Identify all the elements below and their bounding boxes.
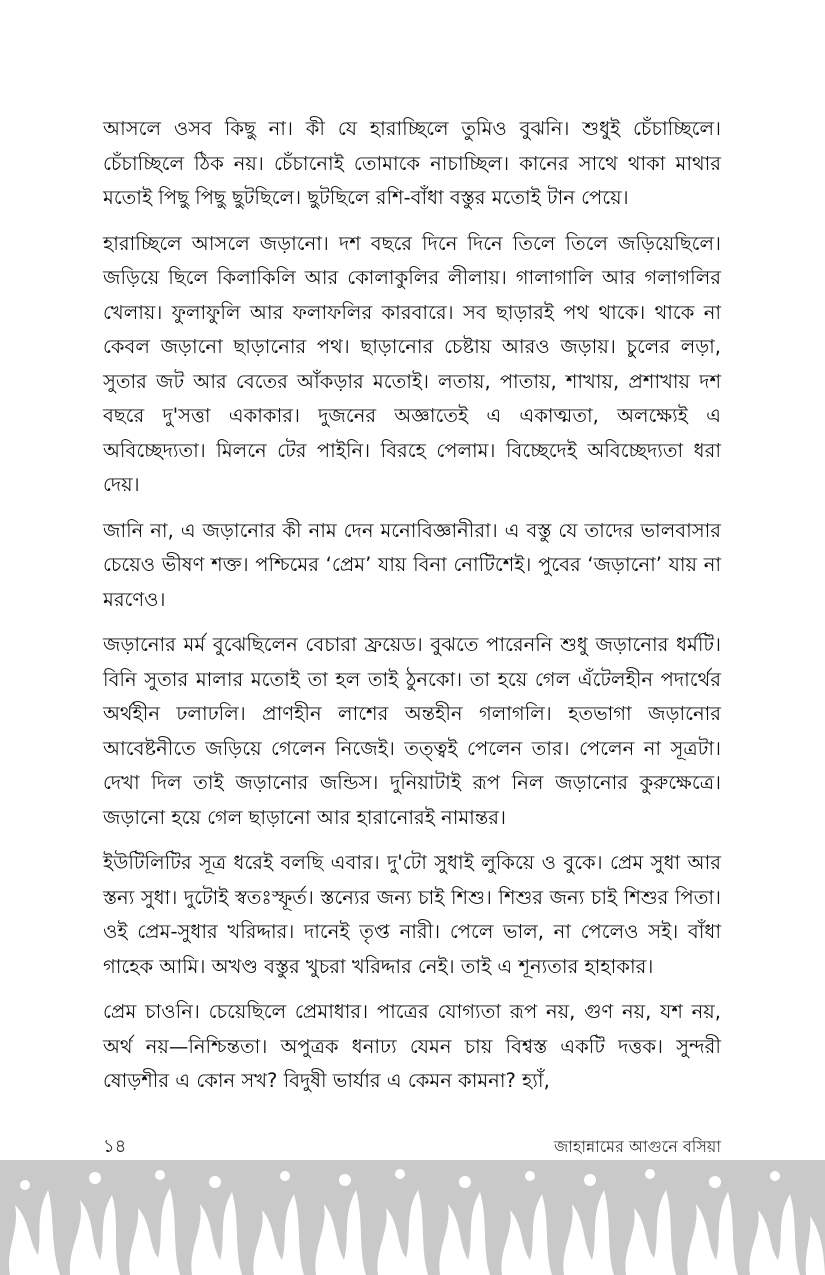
running-book-title: জাহান্নামের আগুনে বসিয়া <box>553 1137 721 1156</box>
page-number: ১৪ <box>103 1136 127 1157</box>
paragraph: আসলে ওসব কিছু না। কী যে হারাচ্ছিলে তুমিও বুঝনি। শুধুই চেঁচাচ্ছিলে। চেঁচাচ্ছিলে ঠিক নয়। চেঁচানোই তোমাকে নাচাচ্ছিল। কানের সাথে থাকা মাথার মতোই পিছু পিছু ছুটছিলে। ছুটছিলে রশি-বাঁধা বস্তুর মতোই টান পেয়ে। <box>103 117 721 209</box>
paragraph: প্রেম চাওনি। চেয়েছিলে প্রেমাধার। পাত্রের যোগ্যতা রূপ নয়, গুণ নয়, যশ নয়, অর্থ নয়—নিশ্চিন্ততা। অপুত্রক ধনাঢ্য যেমন চায় বিশ্বস্ত একটি দত্তক। সুন্দরী ষোড়শীর এ কোন সখ? বিদুষী ভার্যার এ কেমন কামনা? হ্যাঁ, <box>103 1000 721 1092</box>
paragraph: জড়ানোর মর্ম বুঝেছিলেন বেচারা ফ্রয়েড। বুঝতে পারেননি শুধু জড়ানোর ধর্মটি। বিনি সুতার মালার মতোই তা হল তাই ঠুনকো। তা হয়ে গেল এঁটেলহীন পদার্থের অর্থহীন ঢলাঢলি। প্রাণহীন লাশের অন্তহীন গলাগলি। হতভাগা জড়ানোর আবেষ্টনীতে জড়িয়ে গেলেন নিজেই। তত্ত্বই পেলেন তার। পেলেন না সূত্রটা। দেখা দিল তাই জড়ানোর জন্ডিস। দুনিয়াটাই রূপ নিল জড়ানোর কুরুক্ষেত্রে। জড়ানো হয়ে গেল ছাড়ানো আর হারানোরই নামান্তর। <box>103 633 721 829</box>
paragraph: ইউটিলিটির সূত্র ধরেই বলছি এবার। দু'টো সুধাই লুকিয়ে ও বুকে। প্রেম সুধা আর স্তন্য সুধা। দুটোই স্বতঃস্ফূর্ত। স্তন্যের জন্য চাই শিশু। শিশুর জন্য চাই শিশুর পিতা। ওই প্রেম-সুধার খরিদ্দার। দানেই তৃপ্ত নারী। পেলে ভাল, না পেলেও সই। বাঁধা গাহেক আমি। অখণ্ড বস্তুর খুচরা খরিদ্দার নেই। তাই এ শূন্যতার হাহাকার। <box>103 851 721 978</box>
page-body <box>103 112 721 1110</box>
page-footer <box>103 1132 721 1158</box>
flame-ornament-band <box>0 1160 825 1275</box>
paragraph: জানি না, এ জড়ানোর কী নাম দেন মনোবিজ্ঞানীরা। এ বস্তু যে তাদের ভালবাসার চেয়েও ভীষণ শক্ত। পশ্চিমের ‘প্রেম’ যায় বিনা নোটিশেই। পুবের ‘জড়ানো’ যায় না মরণেও। <box>103 518 721 611</box>
paragraph: হারাচ্ছিলে আসলে জড়ানো। দশ বছরে দিনে দিনে তিলে তিলে জড়িয়েছিলে। জড়িয়ে ছিলে কিলাকিলি আর কোলাকুলির লীলায়। গালাগালি আর গলাগলির খেলায়। ফুলাফুলি আর ফলাফলির কারবারে। সব ছাড়ারই পথ থাকে। থাকে না কেবল জড়ানো ছাড়ানোর পথ। ছাড়ানোর চেষ্টায় আরও জড়ায়। চুলের লড়া, সুতার জট আর বেতের আঁকড়ার মতোই। লতায়, পাতায়, শাখায়, প্রশাখায় দশ বছরে দু'সত্তা একাকার। দুজনের অজ্ঞাতেই এ একাত্মতা, অলক্ষ্যেই এ অবিচ্ছেদ্যতা। মিলনে টের পাইনি। বিরহে পেলাম। বিচ্ছেদেই অবিচ্ছেদ্যতা ধরা দেয়। <box>103 231 721 496</box>
